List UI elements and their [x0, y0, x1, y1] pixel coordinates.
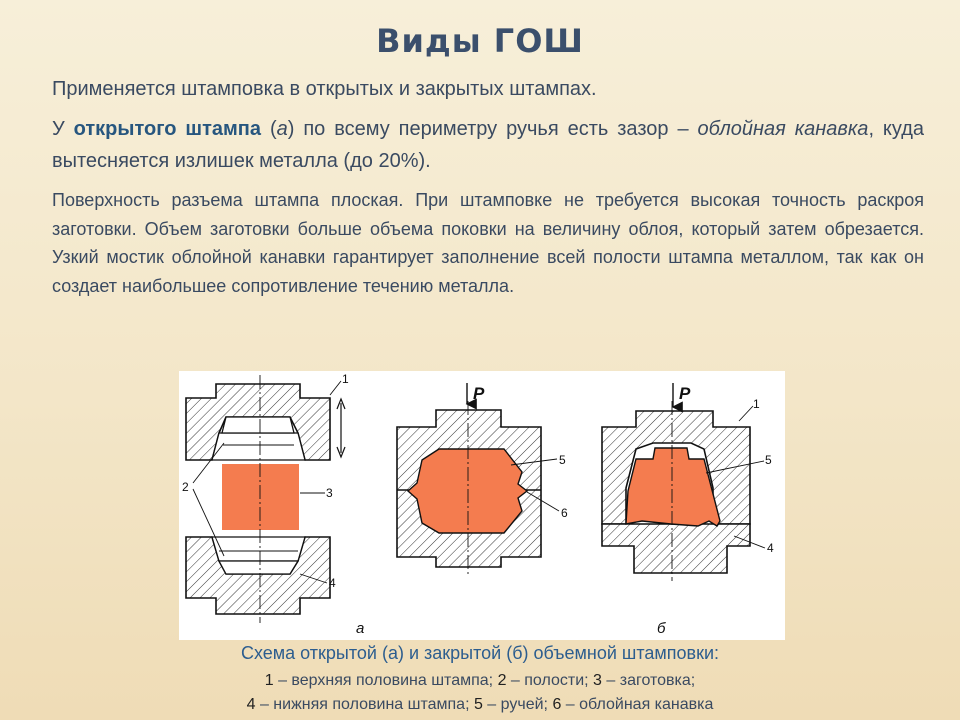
die-scheme-figure [179, 371, 785, 640]
subfigure-label-b: б [657, 620, 666, 637]
label-4-a: 4 [329, 576, 336, 590]
open-die-paragraph [52, 113, 924, 177]
forging-workpiece [408, 449, 527, 533]
lower-cavity-inner [219, 561, 298, 574]
label-2: 2 [182, 480, 189, 494]
label-3: 3 [326, 486, 333, 500]
surface-paragraph: Поверхность разъема штампа плоская. При штамповке не требуется высокая точность раскроя заготовки. Объем заготовки больше объема поковки на величину облоя, который затем обрезается. Узкий мостик облойной канавки гарантирует заполнение всей полости штампа металлом, так как он создает наибольшее сопротивление течению металла. [52, 190, 924, 296]
force-label-p-2: P [679, 384, 691, 403]
label-4-b: 4 [767, 541, 774, 555]
caption-num: 3 [593, 672, 602, 689]
figure-caption-line2 [0, 696, 960, 714]
upper-cavity-step [212, 433, 305, 460]
drawing-open-separated [182, 372, 364, 637]
drawing-closed-die [602, 383, 774, 637]
para2-part2: ( [261, 118, 277, 140]
caption-text: – ручей; [482, 696, 553, 713]
para2-part1: У [52, 118, 74, 140]
label-1-b: 1 [753, 397, 760, 411]
blank-billet [222, 464, 299, 530]
subfigure-label-a: а [356, 620, 365, 637]
figure-caption-line1 [0, 672, 960, 690]
para2-italic-term: облойная канавка [697, 118, 869, 140]
caption-text: – верхняя половина штампа; [273, 672, 498, 689]
caption-num: 1 [264, 672, 274, 689]
caption-num: 2 [497, 672, 507, 689]
force-label-p-1: P [473, 384, 485, 403]
para2-italic-a: а [276, 118, 288, 140]
para2-bold-term: открытого штампа [73, 118, 262, 140]
intro-line: Применяется штамповка в открытых и закрытых штампах. [52, 78, 597, 100]
upper-cavity-inner [222, 417, 294, 433]
caption-text: – нижняя половина штампа; [255, 696, 474, 713]
label-5-a: 5 [559, 453, 566, 467]
figure-caption-title: Схема открытой (а) и закрытой (б) объемной штамповки: [240, 643, 720, 663]
caption-text: – полости; [506, 672, 594, 689]
caption-num: 6 [552, 696, 562, 713]
caption-text: – облойная канавка [561, 696, 714, 713]
caption-num: 4 [246, 696, 256, 713]
drawing-open-closed [397, 383, 568, 576]
closed-lower-die [602, 524, 750, 573]
para2-part3: ) по всему периметру ручья есть зазор – [287, 118, 698, 140]
slide-title: Виды ГОШ [376, 22, 584, 60]
label-5-b: 5 [765, 453, 772, 467]
lower-cavity-step [212, 537, 305, 561]
label-6: 6 [561, 506, 568, 520]
label-1-a: 1 [342, 372, 349, 386]
die-scheme-svg [179, 371, 785, 640]
caption-num: 5 [473, 696, 483, 713]
caption-text: – заготовка; [601, 672, 696, 689]
para2-part4: , куда вытесняется излишек металла (до 20%). [52, 118, 925, 172]
